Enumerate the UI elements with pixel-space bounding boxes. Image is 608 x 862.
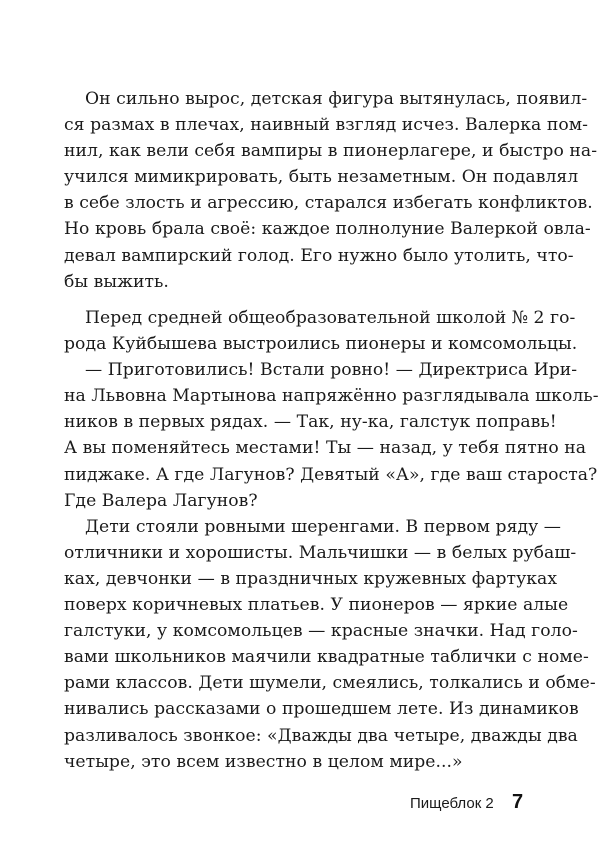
text-line: вами школьников маячили квадратные таблички с номе-	[64, 647, 589, 668]
page-footer	[0, 792, 608, 822]
text-line: рода Куйбышева выстроились пионеры и комсомольцы.	[64, 334, 578, 355]
text-line: Дети стояли ровными шеренгами. В первом ряду —	[85, 516, 562, 537]
text-line: ников в первых рядах. — Так, ну-ка, галстук поправь!	[64, 412, 557, 433]
page-number: 7	[512, 791, 524, 813]
text-line: разливалось звонкое: «Дважды два четыре, дважды два	[64, 725, 578, 746]
text-line: Он сильно вырос, детская фигура вытянулась, появил-	[85, 89, 588, 109]
text-line: на Львовна Мартынова напряжённо разглядывала школь-	[64, 386, 599, 407]
text-line: Где Валера Лагунов?	[64, 490, 258, 511]
text-line: галстуки, у комсомольцев — красные значки. Над голо-	[64, 621, 578, 642]
text-line: — Приготовились! Встали ровно! — Директриса Ири-	[85, 360, 578, 381]
text-line: четыре, это всем известно в целом мире...»	[64, 751, 463, 772]
text-line: пиджаке. А где Лагунов? Девятый «А», где ваш староста?	[64, 464, 598, 485]
text-line: девал вампирский голод. Его нужно было утолить, что-	[64, 245, 574, 266]
text-line: Перед средней общеобразовательной школой № 2 го-	[85, 308, 576, 328]
text-section-2	[64, 305, 599, 775]
text-line: ся размах в плечах, наивный взгляд исчез. Валерка пом-	[64, 115, 589, 136]
text-line: А вы поменяйтесь местами! Ты — назад, у тебя пятно на	[64, 438, 587, 459]
text-section-1	[64, 86, 598, 295]
text-line: нил, как вели себя вампиры в пионерлагере, и быстро на-	[64, 141, 598, 162]
text-line: рами классов. Дети шумели, смеялись, толкались и обме-	[64, 673, 596, 694]
text-line: поверх коричневых платьев. У пионеров — яркие алые	[64, 595, 569, 616]
text-line: бы выжить.	[64, 271, 169, 292]
text-line: в себе злость и агрессию, старался избегать конфликтов.	[64, 193, 593, 214]
text-line: учился мимикрировать, быть незаметным. Он подавлял	[64, 167, 579, 188]
text-line: ках, девчонки — в праздничных кружевных фартуках	[64, 568, 558, 589]
text-line: нивались рассказами о прошедшем лете. Из динамиков	[64, 699, 579, 720]
text-line: отличники и хорошисты. Мальчишки — в белых рубаш-	[64, 542, 577, 563]
running-title: Пищеблок 2	[410, 795, 494, 812]
text-line: Но кровь брала своё: каждое полнолуние Валеркой овла-	[64, 219, 591, 240]
